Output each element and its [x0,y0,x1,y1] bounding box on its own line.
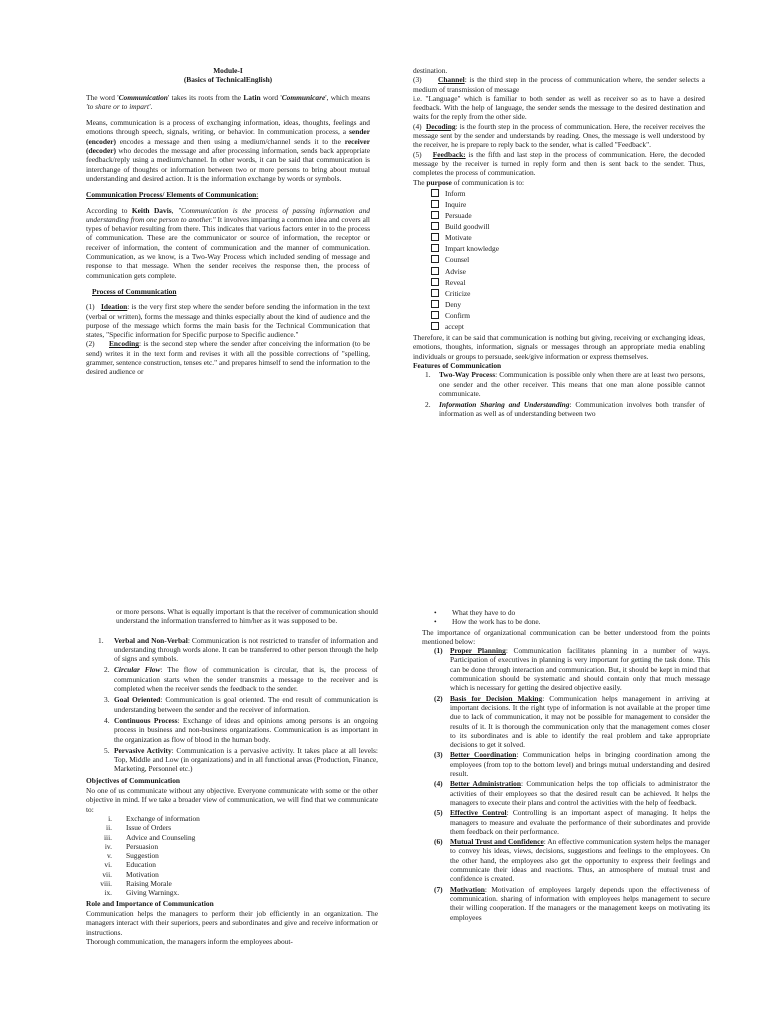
elements-heading: Communication Process/ Elements of Communication: [86,190,259,200]
list-item: 5. Pervasive Activity: Communication is a pervasive activity. It takes place at all levels: Top, Middle and Low (in organizations) and in all functional areas (Production, Finance, Marketing, Personnel etc.) [104,745,378,774]
list-item: (3) Better Coordination: Communication helps in bringing coordination among the employees (from top to the bottom level) and brings mutual understanding and desired result. [434,750,710,779]
checkbox-icon [431,311,439,319]
thorough-line: Thorough communication, the managers inform the employees about- [86,936,293,946]
checkbox-icon [431,300,439,308]
checklist-item: Counsel [431,254,705,265]
checkbox-icon [431,244,439,252]
module-title: Module-I [213,66,243,75]
list-item: ix. Giving Warningx. [104,888,180,898]
list-item: iii. Advice and Counseling [103,832,196,842]
decoding-paragraph: (4) Decoding: is the fourth step in the process of communication. Here, the receiver receives the message sent by the sender and understands by reading. Ones, the message is well understood by the receiver, he is prepare to reply back to the sender, what is called "Feedback". [413,121,705,150]
checklist-item: accept [431,321,705,332]
features-heading: Features of Communication [413,360,502,370]
objectives-list [86,814,378,898]
role-paragraph: Communication helps the managers to perform their job efficiently in an organization. The managers interact with their superiors, peers and subordinates and give and receive information or instructions. [86,908,378,937]
list-item: ii. Issue of Orders [106,823,172,833]
features-list-continued [86,636,378,774]
checkbox-icon [431,200,439,208]
list-item: (7) Motivation: Motivation of employees largely depends upon the effectiveness of communication. sharing of information with employees helps management to secure their willing cooperation. If the managers or the management keeps on motivating its employees [434,884,710,922]
list-item: (6) Mutual Trust and Confidence: An effective communication system helps the manager to convey his ideas, views, decisions, suggestions and feelings to the employees. On the other hand, the employees also get the opportunity to express their feelings and communicate their ideas and reactions. Thus, an atmosphere of mutual trust and confidence is created. [434,837,710,884]
list-item: i. Exchange of information [108,813,200,823]
list-item: 2. Information Sharing and Understanding: Communication involves both transfer of information as well as of understanding between two [425,400,705,419]
checklist-item: Criticize [431,288,705,299]
checklist-item: Reveal [431,277,705,288]
process-heading: Process of Communication [92,286,177,296]
checkbox-icon [431,211,439,219]
list-item: viii. Raising Morale [100,879,172,889]
checklist-item: Motivate [431,232,705,243]
bullet-icon: • [434,608,437,617]
list-item: vi. Education [104,860,156,870]
list-item: (4) Better Administration: Communication helps the top officials to administrator the activities of their employees so that the desired result can be achieved. It helps the managers to execute their plans and control the activities with the help of feedback. [434,779,710,807]
therefore-paragraph: Therefore, it can be said that communication is nothing but giving, receiving or exchanging ideas, emotions, thoughts, information, signals or messages through an appropriate media enabling individuals or groups to persuade, seek/give information or express themselves. [413,333,705,361]
importance-list [412,646,710,922]
list-item: • How the work has to be done. [434,617,541,627]
bullet-icon: • [434,617,437,627]
checklist-item: Persuade [431,210,705,221]
checkbox-icon [431,222,439,230]
list-item: iv. Persuasion [104,841,159,851]
page-2-right-column [412,608,710,923]
checkbox-icon [431,267,439,275]
continuation-paragraph: or more persons. What is equally important is that the receiver of communication should understand the information transferred to him/her as it was supposed to be. [116,607,378,626]
destination-line: destination. [413,66,448,75]
list-item: (5) Effective Control: Controlling is an important aspect of managing. It helps the managers to measure and evaluate the performance of their subordinates and provide them feedback on their performance. [434,808,710,836]
list-item: vii. Motivation [102,869,159,879]
checklist-item: Build goodwill [431,221,705,232]
checklist-item: Impart knowledge [431,243,705,254]
feedback-paragraph: (5) Feedback: is the fifth and last step in the process of communication. Here, the decoded message by the receiver is turned in reply form and then is sent back to the sender. Thus, completes the process of communication. [413,149,706,178]
checklist-item: Advise [431,266,705,277]
checkbox-icon [431,189,439,197]
list-item: 4. Continuous Process: Exchange of ideas and opinions among persons is an ongoing process in business and non-business organizations. Communication is as important in the organization as flow of blood in the human body. [104,715,378,744]
checkbox-icon [431,289,439,297]
bullet-list [412,608,710,627]
module-subtitle: (Basics of TechnicalEnglish) [183,75,273,85]
page-1-right-column [413,66,705,421]
list-item: 1. Two-Way Process: Communication is possible only when there are at least two persons, one sender and the other receiver. This means that one man alone possible cannot communicate. [425,370,705,398]
list-item: 1. Verbal and Non-Verbal: Communication is not restricted to transfer of information and understanding through words alone. It can be transferred to other person through the help of signs and symbols. [98,635,378,664]
keith-davis-paragraph: According to Keith Davis, "Communication is the process of passing information and understanding from one person to another." It involves imparting a common idea and covers all types of behavior resulting from there. This indicates that various factors enter in to the process of communication. These are the communicator or source of information, the receptor or receiver of information, the content of communication and the manner of communication. Communication, as we know, is a Two-Way Process which included sending of message and response to that message. When the sender receives the response then, the process of communication gets complete. [86,205,371,280]
ideation-paragraph: (1) Ideation: is the very first step where the sender before sending the information in the text (verbal or written), forms the message and thinks especially about the kind of audience and the purpose of the message which forms the main basis for the Technical Communication that states, "Specific information for Specific purpose to Specific audience." [86,302,371,340]
checklist-item: Inform [431,188,705,199]
intro-paragraph: The word 'Communication' takes its roots from the Latin word 'Communicare', which means 'to share or to impart'. [86,92,370,111]
page-2-left-column [86,607,378,946]
channel-paragraph: (3) Channel: is the third step in the process of communication where, the sender selects a medium of transmission of message [413,75,705,94]
list-item: 2. Circular Flow: The flow of communication is circular, that is, the process of communication starts when the sender transmits a message to the receiver and is completed when the receiver sends the feedback to the sender. [104,665,378,694]
list-item: (1) Proper Planning: Communication facilitates planning in a number of ways. Participation of executives in planning is very important for getting the task done. This can be done through interaction and communication. But, it should be kept in mind that communication should be systematic and should contain only that much message which is necessary for getting the desired objective easily. [434,646,710,693]
list-item: v. Suggestion [106,851,159,861]
list-item: • What they have to do [434,608,516,617]
checkbox-icon [431,255,439,263]
page-1-left-column [86,66,370,377]
objectives-heading: Objectives of Communication [86,775,181,785]
objectives-paragraph: No one of us communicate without any objective. Everyone communicate with some or the other objective in mind. If we take a broader view of communication, we will find that we communicate to: [86,786,378,814]
purpose-line: The purpose of communication is to: [413,177,525,187]
checkbox-icon [431,322,439,330]
checkbox-icon [431,278,439,286]
means-paragraph: Means, communication is a process of exchanging information, ideas, thoughts, feelings and emotions through speech, signals, writing, or behavior. In communication process, a sender (encoder) encodes a message and then using a medium/channel sends it to the receiver (decoder) who decodes the message and after processing information, sends back appropriate feedback/reply using a medium/channel. In other words, it can be said that communication is interchange of thoughts or information between two or more persons to bring about mutual understanding and desired action. It is the information exchange by words or symbols. [86,118,370,183]
list-item: 3. Goal Oriented: Communication is goal oriented. The end result of communication is understanding between the sender and the receiver of information. [104,695,378,714]
checklist-item: Confirm [431,310,705,321]
document-page-2 [0,512,768,1024]
features-list-start [413,370,705,418]
purpose-checklist [431,188,705,332]
importance-intro: The importance of organizational communication can be better understood from the points mentioned below: [422,627,710,646]
checklist-item: Inquire [431,199,705,210]
role-heading: Role and Importance of Communication [86,898,214,908]
encoding-paragraph: (2) Encoding: is the second step where the sender after conceiving the information (to be send) writes it in the text form and revises it with all the possible corrections of "spelling, grammer, sentence construction, tenses etc." and prepares himself to send the information to the desired audience or [86,339,370,377]
checklist-item: Deny [431,299,705,310]
list-item: (2) Basis for Decision Making: Communication helps management in arriving at important decisions. It the right type of information is not available at the proper time due to lack of communication, it may not be possible for management to consider the results of it. It is thorough the communication only that the management comes closer to its subordinates and is able to identify the real problem and take appropriate decisions to get it solved. [434,693,710,750]
checkbox-icon [431,233,439,241]
language-paragraph: i.e. "Language" which is familiar to both sender as well as receiver so as to have a desired feedback. With the help of language, the sender sends the message to the desired destination and waits for the reply from the other side. [413,93,705,122]
